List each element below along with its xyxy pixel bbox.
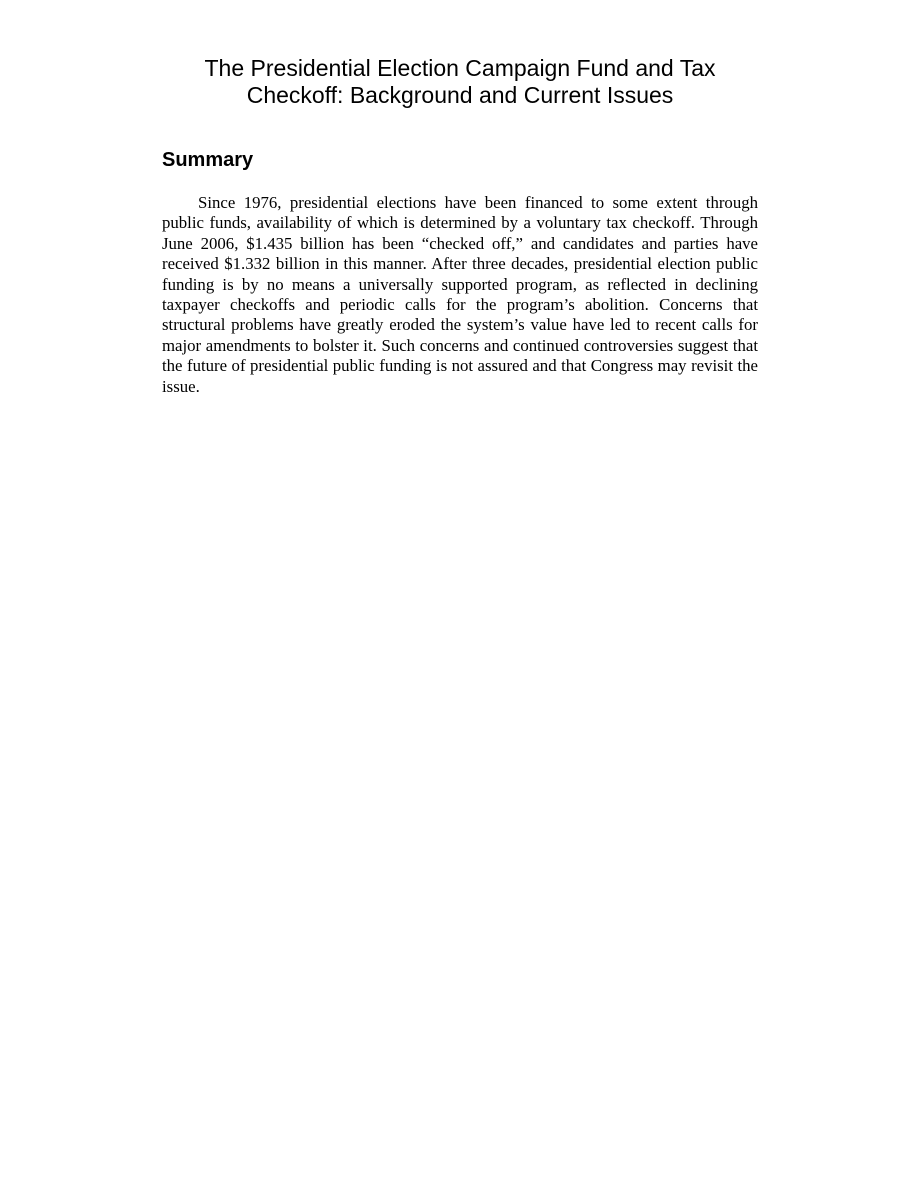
- document-title-line-2: Checkoff: Background and Current Issues: [246, 82, 674, 108]
- document-title: [160, 55, 760, 109]
- section-heading-summary: Summary: [162, 149, 254, 171]
- document-title-line-1: The Presidential Election Campaign Fund and Tax: [204, 55, 716, 81]
- summary-paragraph: Since 1976, presidential elections have been financed to some extent through public funds, availability of which is determined by a voluntary tax checkoff. Through June 2006, $1.435 billion has been “checked off,” and candidates and parties have received $1.332 billion in this manner. After three decades, presidential election public funding is by no means a universally supported program, as reflected in declining taxpayer checkoffs and periodic calls for the program’s abolition. Concerns that structural problems have greatly eroded the system’s value have led to recent calls for major amendments to bolster it. Such concerns and continued controversies suggest that the future of presidential public funding is not assured and that Congress may revisit the issue.: [162, 193, 758, 396]
